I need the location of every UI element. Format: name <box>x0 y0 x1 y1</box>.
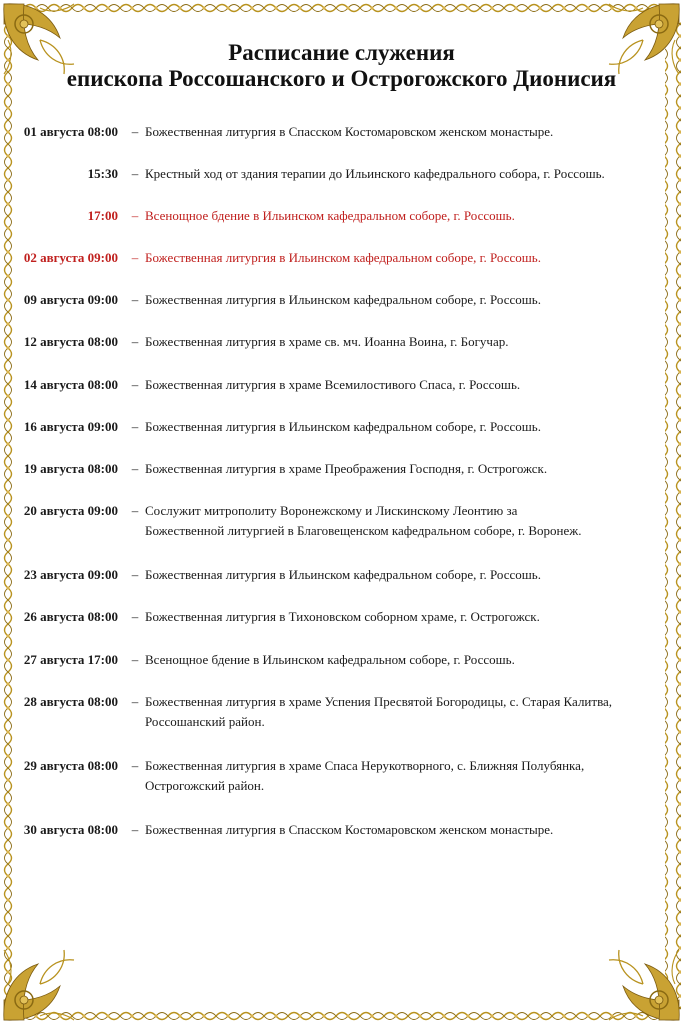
entry-description <box>145 417 645 437</box>
entry-dash: – <box>131 758 139 773</box>
entry-description-line: Божественная литургия в храме Преображения Господня, г. Острогожск. <box>145 461 548 476</box>
entry-description <box>145 332 645 352</box>
entry-description-line: Божественная литургия в Ильинском кафедральном соборе, г. Россошь. <box>145 292 541 307</box>
entry-date: 19 августа 08:00 <box>23 461 118 476</box>
entry-description <box>145 122 645 142</box>
page-subtitle: епископа Россошанского и Острогожского Дионисия <box>66 66 617 91</box>
entry-description <box>145 756 645 796</box>
entry-description-line: Божественная литургия в Спасском Костомаровском женском монастыре. <box>145 822 554 837</box>
entry-description <box>145 459 645 479</box>
entry-description <box>145 164 645 184</box>
entry-description-line: Божественной литургией в Благовещенском кафедральном соборе, г. Воронеж. <box>145 523 582 538</box>
entry-description <box>145 565 645 585</box>
entry-dash: – <box>131 609 139 624</box>
entry-description <box>145 607 645 627</box>
entry-description-line: Божественная литургия в Ильинском кафедральном соборе, г. Россошь. <box>145 419 541 434</box>
entry-description-line: Божественная литургия в храме Всемилостивого Спаса, г. Россошь. <box>145 377 521 392</box>
entry-description <box>145 650 645 670</box>
entry-description-line: Сослужит митрополиту Воронежскому и Лискинскому Леонтию за <box>145 503 518 518</box>
entry-description-line: Божественная литургия в храме св. мч. Иоанна Воина, г. Богучар. <box>145 334 509 349</box>
entry-date: 15:30 <box>87 166 118 181</box>
entry-description <box>145 375 645 395</box>
entry-description-line: Божественная литургия в храме Спаса Нерукотворного, с. Ближняя Полубянка, <box>145 758 585 773</box>
entry-dash: – <box>131 694 139 709</box>
entry-dash: – <box>131 208 139 223</box>
entry-dash: – <box>131 377 139 392</box>
entry-description-line: Божественная литургия в Ильинском кафедральном соборе, г. Россошь. <box>145 250 541 265</box>
entry-description-line: Божественная литургия в Тихоновском соборном храме, г. Острогожск. <box>145 609 540 624</box>
entry-dash: – <box>131 124 139 139</box>
page-title: Расписание служения <box>228 40 455 65</box>
entry-description-line: Божественная литургия в Спасском Костомаровском женском монастыре. <box>145 124 554 139</box>
entry-description <box>145 248 645 268</box>
entry-description-line: Божественная литургия в Ильинском кафедральном соборе, г. Россошь. <box>145 567 541 582</box>
entry-description <box>145 692 645 732</box>
entry-description-line: Острогожский район. <box>145 778 265 793</box>
entry-date: 29 августа 08:00 <box>23 758 118 773</box>
entry-dash: – <box>131 822 139 837</box>
entry-dash: – <box>131 567 139 582</box>
entry-dash: – <box>131 250 139 265</box>
entry-date: 17:00 <box>87 208 118 223</box>
entry-description <box>145 820 645 840</box>
entry-date: 27 августа 17:00 <box>23 652 118 667</box>
entry-date: 26 августа 08:00 <box>23 609 118 624</box>
entry-dash: – <box>131 652 139 667</box>
entry-date: 23 августа 09:00 <box>23 567 118 582</box>
entry-dash: – <box>131 292 139 307</box>
entry-dash: – <box>131 503 139 518</box>
entry-dash: – <box>131 461 139 476</box>
entry-description-line: Всенощное бдение в Ильинском кафедральном соборе, г. Россошь. <box>145 208 515 223</box>
entry-description <box>145 206 645 226</box>
entry-dash: – <box>131 166 139 181</box>
entry-date: 20 августа 09:00 <box>23 503 118 518</box>
entry-date: 28 августа 08:00 <box>23 694 118 709</box>
entry-date: 14 августа 08:00 <box>23 377 118 392</box>
entry-dash: – <box>131 419 139 434</box>
entry-description <box>145 501 645 541</box>
entry-description <box>145 290 645 310</box>
entry-date: 12 августа 08:00 <box>23 334 118 349</box>
entry-description-line: Божественная литургия в храме Успения Пресвятой Богородицы, с. Старая Калитва, <box>145 694 613 709</box>
entry-description-line: Россошанский район. <box>145 714 265 729</box>
entry-dash: – <box>131 334 139 349</box>
entry-date: 02 августа 09:00 <box>23 250 118 265</box>
entry-date: 01 августа 08:00 <box>23 124 118 139</box>
entry-description-line: Крестный ход от здания терапии до Ильинского кафедрального собора, г. Россошь. <box>145 166 605 181</box>
entry-date: 30 августа 08:00 <box>23 822 118 837</box>
entry-date: 09 августа 09:00 <box>23 292 118 307</box>
entry-date: 16 августа 09:00 <box>23 419 118 434</box>
entry-description-line: Всенощное бдение в Ильинском кафедральном соборе, г. Россошь. <box>145 652 515 667</box>
